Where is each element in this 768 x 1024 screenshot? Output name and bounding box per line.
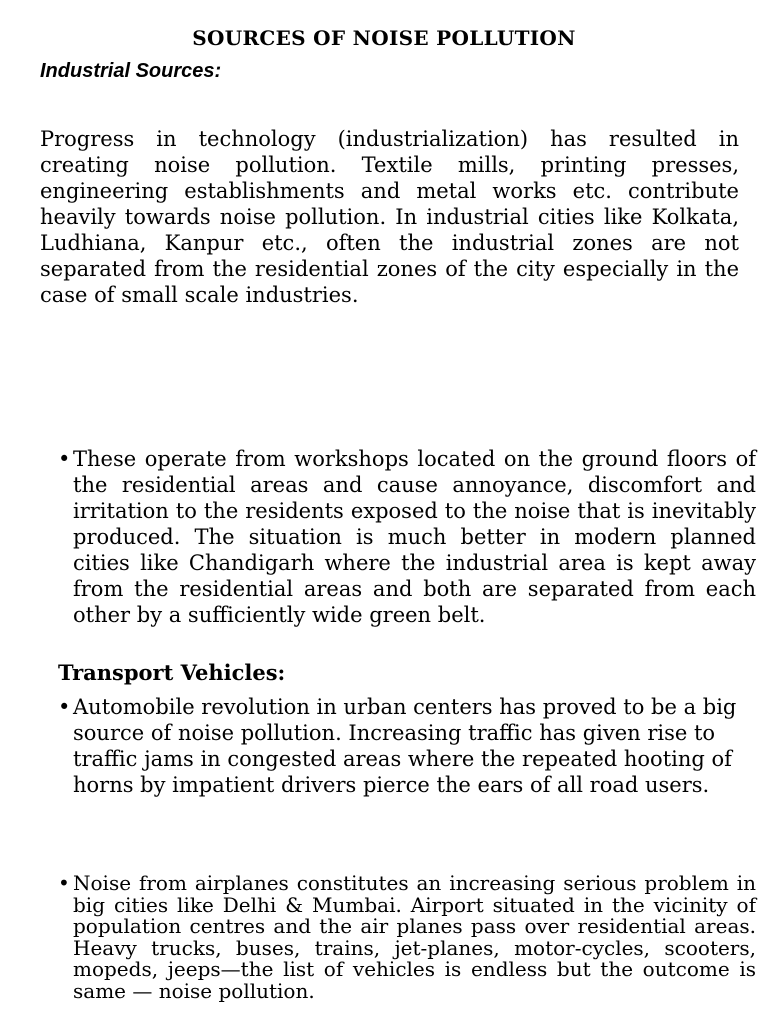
bullet-item-automobile [58, 694, 756, 798]
bullet-text: These operate from workshops located on the ground floors of the residential areas and cause annoyance, discomfort and irritation to the residents exposed to the noise that is inevitably produced. The situation is much better in modern planned cities like Chandigarh where the industrial area is kept away from the residential areas and both are separated from each other by a sufficiently wide green belt. [73, 447, 756, 627]
bullet-icon: • [58, 447, 71, 471]
bullet-item-airplanes [58, 873, 756, 1003]
industrial-paragraph: Progress in technology (industrialization) has resulted in creating noise pollution. Textile mills, printing presses, engineering establishments and metal works etc. contribute heavily towards noise pollution. In industrial cities like Kolkata, Ludhiana, Kanpur etc., often the industrial zones are not separated from the residential zones of the city especially in the case of small scale industries. [40, 127, 739, 307]
bullet-item-workshops [58, 446, 756, 628]
bullet-icon: • [58, 871, 70, 895]
page-title: SOURCES OF NOISE POLLUTION [192, 26, 576, 50]
section-heading-industrial: Industrial Sources: [40, 60, 222, 82]
bullet-icon: • [58, 695, 71, 719]
bullet-text: Automobile revolution in urban centers has proved to be a big source of noise pollution. Increasing traffic has given rise to traffic jams in congested areas where the repeated hooting of horns by impatient drivers pierce the ears of all road users. [73, 695, 737, 797]
bullet-text: Noise from airplanes constitutes an increasing serious problem in big cities like Delhi & Mumbai. Airport situated in the vicinity of population centres and the air planes pass over residential areas. Heavy trucks, buses, trains, jet-planes, motor-cycles, scooters, mopeds, jeeps—the list of vehicles is endless but the outcome is same — noise pollution. [73, 871, 756, 1003]
section-heading-transport: Transport Vehicles: [58, 660, 286, 685]
